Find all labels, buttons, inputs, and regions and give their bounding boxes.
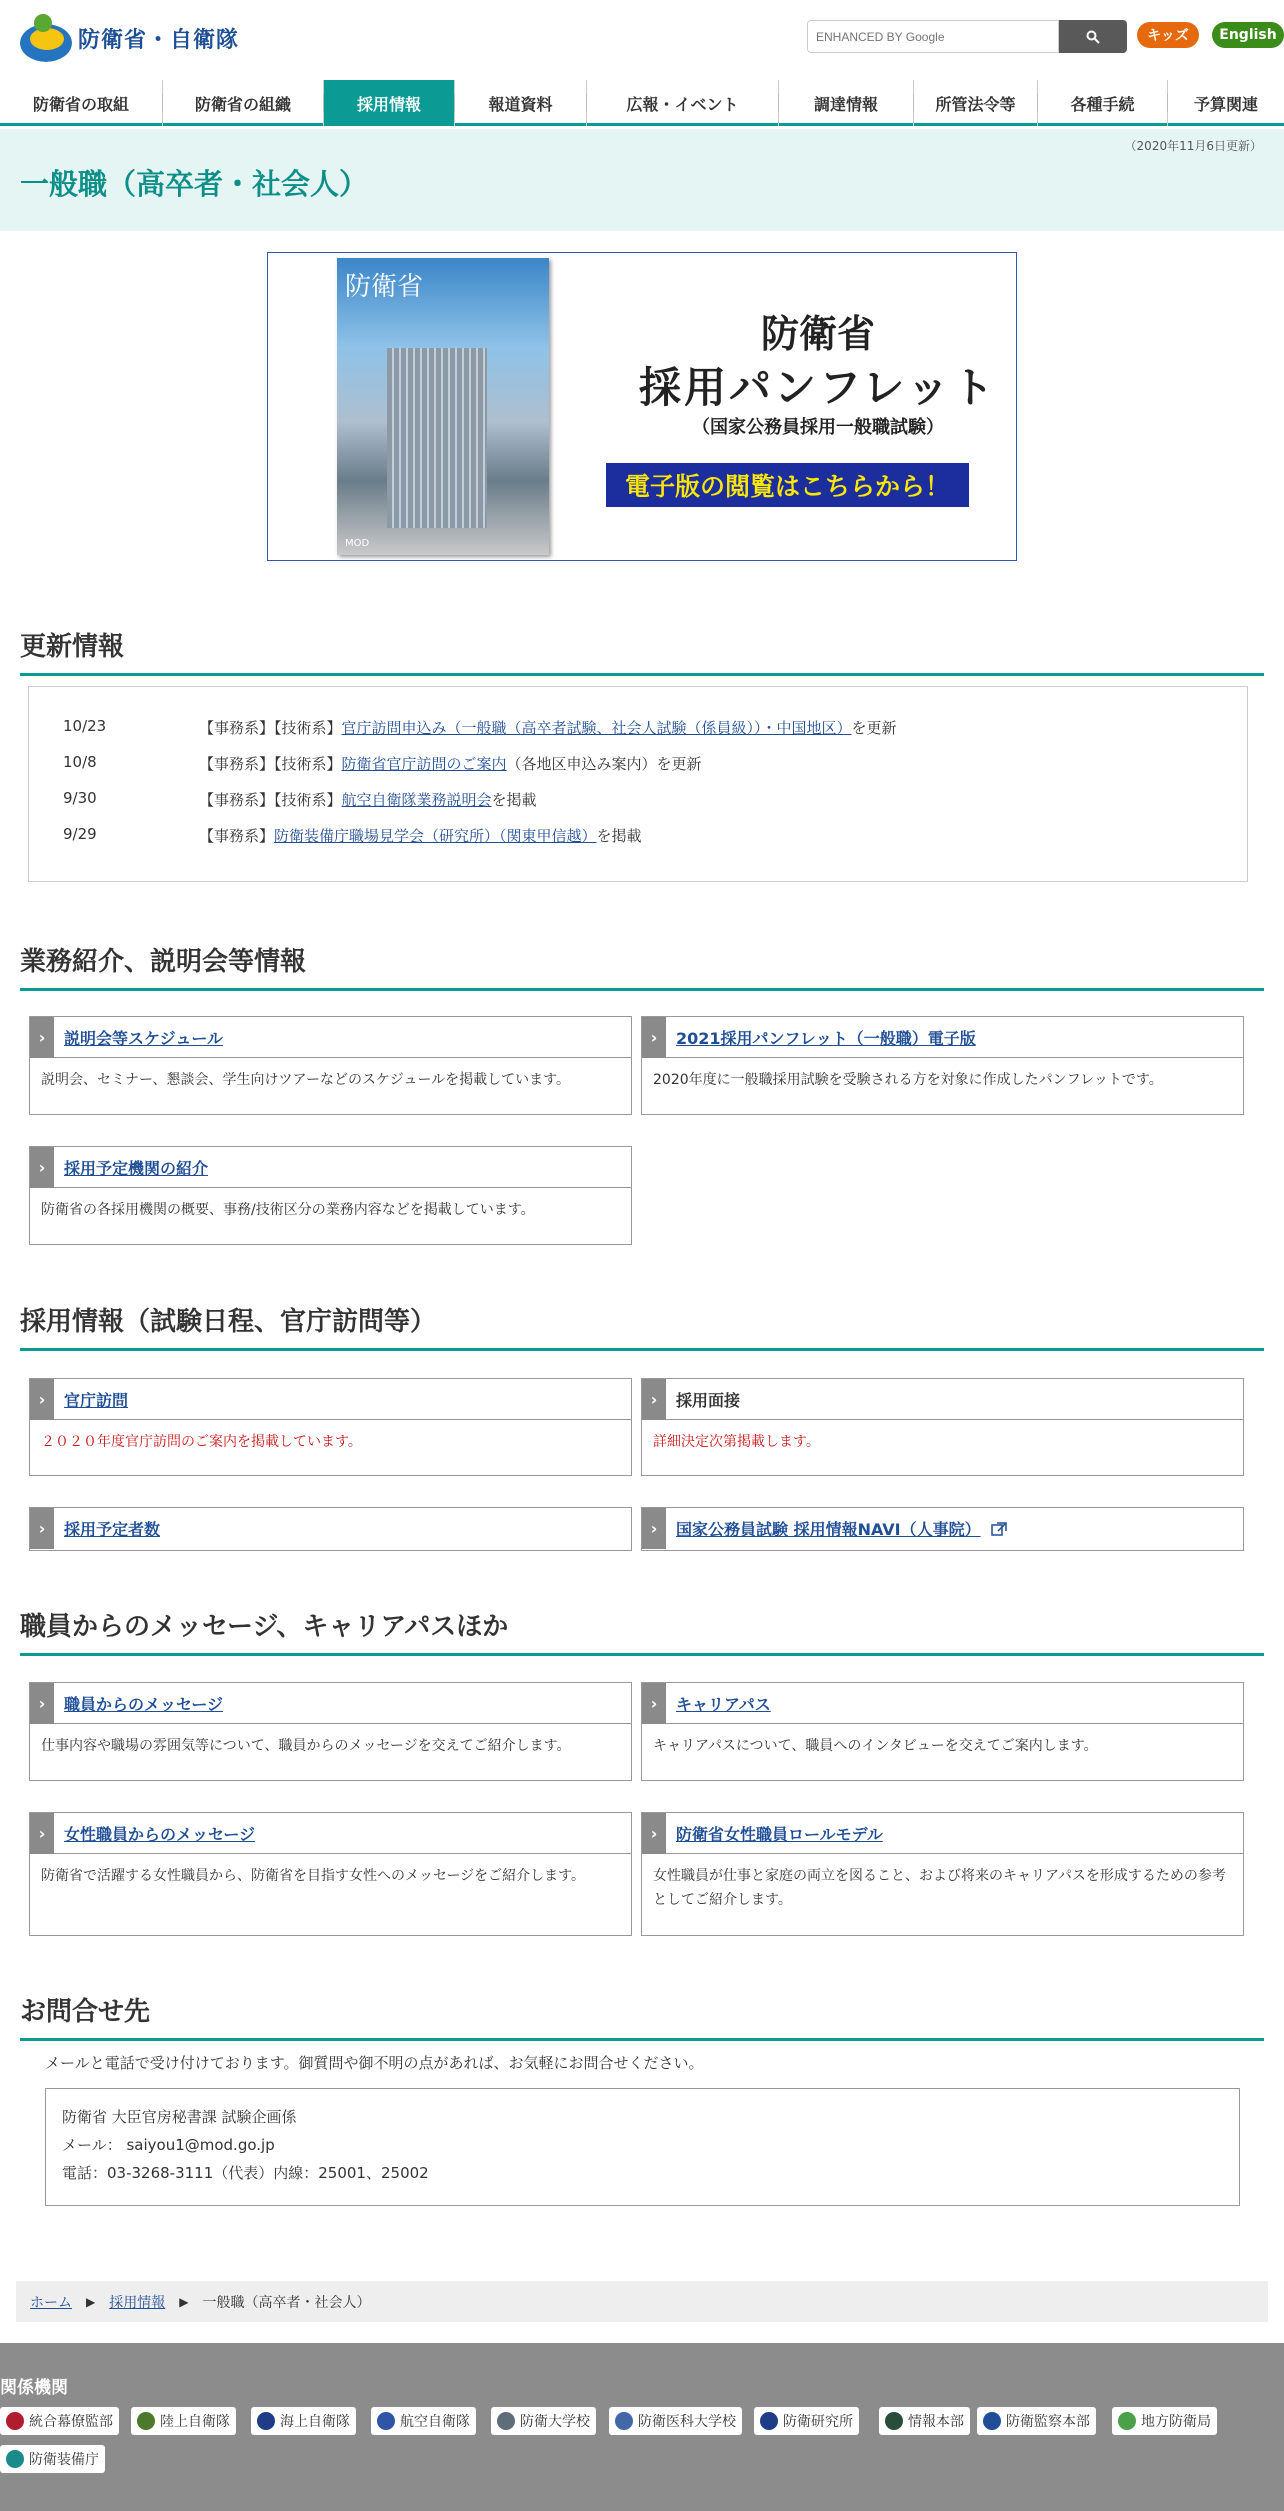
emblem-icon — [615, 2412, 633, 2430]
contact-org: 防衛省 大臣官房秘書課 試験企画係 — [62, 2108, 297, 2126]
card-body: キャリアパスについて、職員へのインタビューを交えてご案内します。 — [653, 1738, 1098, 1754]
card-title-link[interactable]: 採用予定者数 — [64, 1520, 161, 1539]
site-logo[interactable] — [20, 14, 239, 62]
news-box — [28, 686, 1248, 882]
nav-item[interactable]: 各種手続 — [1038, 80, 1168, 126]
contact-lead: メールと電話で受け付けております。御質問や御不明の点があれば、お気軽にお問合せください。 — [45, 2054, 704, 2072]
info-card — [29, 1016, 632, 1115]
footer-link-label: 陸上自衛隊 — [160, 2414, 230, 2430]
search-icon — [1086, 30, 1100, 44]
pamphlet-cover-mark: MOD — [345, 538, 370, 549]
news-date: 9/30 — [63, 789, 97, 807]
emblem-icon — [6, 2450, 24, 2468]
card-title-link[interactable]: 官庁訪問 — [64, 1390, 129, 1410]
emblem-icon — [983, 2412, 1001, 2430]
footer-link-label: 情報本部 — [908, 2414, 964, 2430]
footer-link[interactable] — [131, 2407, 236, 2435]
chevron-right-icon: › — [30, 1683, 54, 1724]
card-title-link[interactable]: キャリアパス — [676, 1694, 771, 1714]
footer-link[interactable] — [977, 2407, 1096, 2435]
nav-item-active[interactable]: 採用情報 — [324, 80, 455, 126]
link-card — [29, 1507, 632, 1551]
footer-link-label: 地方防衛局 — [1141, 2414, 1211, 2430]
info-card — [29, 1378, 632, 1476]
card-title-link[interactable]: 説明会等スケジュール — [64, 1028, 224, 1048]
page-title: 一般職（高卒者・社会人） — [20, 167, 369, 201]
banner-cta[interactable]: 電子版の閲覧はこちらから！ — [606, 463, 969, 507]
card-header — [30, 1017, 631, 1058]
breadcrumb-recruit[interactable]: 採用情報 — [109, 2294, 166, 2311]
card-header — [642, 1508, 1243, 1549]
breadcrumb-current: 一般職（高卒者・社会人） — [202, 2294, 371, 2311]
card-header — [30, 1683, 631, 1724]
footer-link-label: 防衛医科大学校 — [638, 2414, 736, 2430]
emblem-icon — [497, 2412, 515, 2430]
footer-link[interactable] — [609, 2407, 742, 2435]
card-body: 女性職員が仕事と家庭の両立を図ること、および将来のキャリアパスを形成するための参考としてご紹介します。 — [653, 1868, 1226, 1908]
breadcrumb-separator-icon: ▶ — [179, 2294, 189, 2309]
breadcrumb-separator-icon: ▶ — [86, 2294, 96, 2309]
search-box — [807, 20, 1127, 53]
footer-link-label: 防衛装備庁 — [29, 2452, 99, 2468]
footer-link-label: 航空自衛隊 — [400, 2414, 470, 2430]
logo-text: 防衛省・自衛隊 — [78, 27, 240, 53]
info-card — [641, 1378, 1244, 1476]
card-header — [642, 1683, 1243, 1724]
footer-link[interactable] — [0, 2445, 105, 2473]
banner-line3: （国家公務員採用一般職試験） — [692, 417, 944, 438]
footer-link-label: 防衛研究所 — [783, 2414, 853, 2430]
footer-link[interactable] — [879, 2407, 970, 2435]
chevron-right-icon: › — [642, 1379, 666, 1420]
external-link-icon — [991, 1522, 1007, 1536]
emblem-icon — [760, 2412, 778, 2430]
emblem-icon — [137, 2412, 155, 2430]
card-body: 防衛省で活躍する女性職員から、防衛省を目指す女性へのメッセージをご紹介します。 — [41, 1868, 586, 1884]
card-header — [642, 1379, 1243, 1420]
news-row — [63, 825, 642, 846]
card-body: 説明会、セミナー、懇談会、学生向けツアーなどのスケジュールを掲載しています。 — [41, 1072, 571, 1088]
card-title-link[interactable]: 防衛省女性職員ロールモデル — [676, 1824, 883, 1844]
news-suffix: を更新 — [851, 719, 897, 737]
news-row — [63, 753, 702, 774]
chevron-right-icon: › — [30, 1813, 54, 1854]
card-header — [30, 1147, 631, 1188]
pamphlet-cover-title: 防衛省 — [345, 272, 424, 302]
news-link[interactable]: 官庁訪問申込み（一般職（高卒者試験、社会人試験（係員級））・中国地区） — [341, 719, 852, 737]
site-header — [0, 0, 1284, 80]
section-heading-news: 更新情報 — [20, 626, 1264, 676]
search-input[interactable] — [807, 20, 1059, 53]
chevron-right-icon: › — [642, 1683, 666, 1724]
footer — [0, 2343, 1284, 2511]
chevron-right-icon: › — [30, 1508, 54, 1549]
news-prefix: 【事務系】【技術系】 — [199, 755, 342, 773]
footer-link[interactable] — [251, 2407, 356, 2435]
card-header — [642, 1813, 1243, 1854]
info-card — [641, 1016, 1244, 1115]
emblem-icon — [6, 2412, 24, 2430]
card-body: 2020年度に一般職採用試験を受験される方を対象に作成したパンフレットです。 — [653, 1072, 1163, 1088]
section-heading-message: 職員からのメッセージ、キャリアパスほか — [20, 1606, 1264, 1656]
pamphlet-cover-image — [337, 258, 549, 555]
card-title-link[interactable]: 国家公務員試験 採用情報NAVI（人事院） — [676, 1520, 981, 1539]
mod-emblem-icon — [20, 14, 72, 62]
kids-button[interactable]: キッズ — [1137, 22, 1199, 48]
chevron-right-icon: › — [30, 1017, 54, 1058]
card-body: 詳細決定次第掲載します。 — [653, 1434, 820, 1450]
english-button[interactable]: English — [1212, 22, 1284, 48]
info-card — [29, 1146, 632, 1245]
nav-item[interactable]: 予算関連 — [1168, 80, 1284, 126]
news-suffix: を掲載 — [596, 827, 642, 845]
contact-box — [45, 2088, 1240, 2206]
contact-tel: 電話：03-3268-3111（代表）内線：25001、25002 — [62, 2164, 429, 2182]
chevron-right-icon: › — [30, 1147, 54, 1188]
nav-item[interactable]: 広報・イベント — [587, 80, 779, 126]
card-title-link[interactable]: 採用予定機関の紹介 — [64, 1158, 209, 1178]
footer-link[interactable] — [491, 2407, 596, 2435]
news-date: 10/23 — [63, 717, 107, 735]
card-header — [30, 1813, 631, 1854]
footer-link-label: 防衛監察本部 — [1006, 2414, 1090, 2430]
pamphlet-banner[interactable] — [267, 252, 1017, 561]
update-date: （2020年11月6日更新） — [1124, 139, 1262, 153]
nav-item[interactable]: 防衛省の組織 — [163, 80, 324, 126]
card-title-link[interactable]: 職員からのメッセージ — [64, 1694, 224, 1714]
footer-link-label: 防衛大学校 — [520, 2414, 590, 2430]
footer-link-label: 海上自衛隊 — [280, 2414, 350, 2430]
footer-link[interactable] — [1112, 2407, 1217, 2435]
chevron-right-icon: › — [642, 1017, 666, 1058]
emblem-icon — [257, 2412, 275, 2430]
info-card — [641, 1682, 1244, 1781]
nav-item[interactable]: 所管法令等 — [914, 80, 1038, 126]
nav-item[interactable]: 調達情報 — [779, 80, 914, 126]
card-body: ２０２０年度官庁訪問のご案内を掲載しています。 — [41, 1434, 362, 1450]
news-prefix: 【事務系】【技術系】 — [199, 719, 342, 737]
search-button[interactable] — [1059, 20, 1127, 53]
section-heading-work: 業務紹介、説明会等情報 — [20, 941, 1264, 991]
section-heading-recruit: 採用情報（試験日程、官庁訪問等） — [20, 1301, 1264, 1351]
card-body: 防衛省の各採用機関の概要、事務/技術区分の業務内容などを掲載しています。 — [41, 1202, 535, 1218]
news-suffix: を掲載 — [491, 791, 537, 809]
news-suffix: （各地区申込み案内）を更新 — [506, 755, 702, 773]
news-date: 9/29 — [63, 825, 97, 843]
chevron-right-icon: › — [642, 1508, 666, 1549]
emblem-icon — [1118, 2412, 1136, 2430]
footer-link[interactable] — [0, 2407, 119, 2435]
global-nav — [0, 80, 1284, 126]
banner-line2: 採用パンフレット — [639, 363, 997, 412]
emblem-icon — [377, 2412, 395, 2430]
contact-mail: メール： saiyou1@mod.go.jp — [62, 2136, 275, 2154]
card-title-link[interactable]: 2021採用パンフレット（一般職）電子版 — [676, 1028, 976, 1048]
card-body: 仕事内容や職場の雰囲気等について、職員からのメッセージを交えてご紹介します。 — [41, 1738, 571, 1754]
news-link[interactable]: 防衛省官庁訪問のご案内 — [341, 755, 507, 773]
news-date: 10/8 — [63, 753, 97, 771]
card-title: 採用面接 — [676, 1390, 741, 1410]
card-header — [30, 1379, 631, 1420]
info-card — [29, 1682, 632, 1781]
breadcrumb-home[interactable]: ホーム — [30, 2294, 72, 2311]
news-row — [63, 717, 897, 738]
chevron-right-icon: › — [30, 1379, 54, 1420]
news-link[interactable]: 防衛装備庁職場見学会（研究所）（関東甲信越） — [274, 827, 597, 845]
link-card — [641, 1507, 1244, 1551]
nav-item[interactable]: 防衛省の取組 — [0, 80, 163, 126]
chevron-right-icon: › — [642, 1813, 666, 1854]
section-heading-contact: お問合せ先 — [20, 1991, 1264, 2041]
footer-link[interactable] — [754, 2407, 859, 2435]
nav-item[interactable]: 報道資料 — [455, 80, 587, 126]
title-bar — [0, 129, 1284, 231]
card-header — [642, 1017, 1243, 1058]
footer-label: 関係機関 — [0, 2378, 68, 2398]
card-title-link[interactable]: 女性職員からのメッセージ — [64, 1824, 256, 1844]
news-row — [63, 789, 537, 810]
card-header — [30, 1508, 631, 1549]
news-prefix: 【事務系】 — [199, 827, 275, 845]
emblem-icon — [885, 2412, 903, 2430]
news-prefix: 【事務系】【技術系】 — [199, 791, 342, 809]
banner-line1: 防衛省 — [760, 312, 875, 356]
info-card — [641, 1812, 1244, 1936]
info-card — [29, 1812, 632, 1936]
footer-link-label: 統合幕僚監部 — [29, 2414, 113, 2430]
footer-link[interactable] — [371, 2407, 476, 2435]
news-link[interactable]: 航空自衛隊業務説明会 — [341, 791, 492, 809]
breadcrumb — [16, 2281, 1268, 2322]
